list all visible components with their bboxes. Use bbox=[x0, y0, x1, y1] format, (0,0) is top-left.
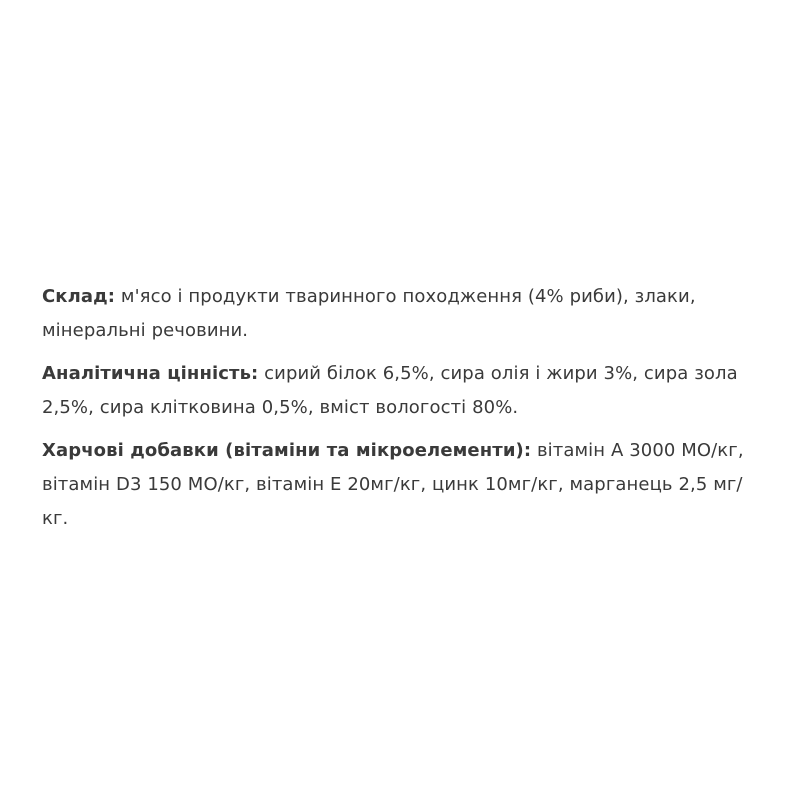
additives-label: Харчові добавки (вітаміни та мікроелементи): bbox=[42, 440, 532, 461]
composition-paragraph bbox=[42, 280, 762, 348]
product-composition-text bbox=[42, 280, 762, 545]
composition-label: Склад: bbox=[42, 286, 116, 307]
analytical-value-paragraph bbox=[42, 357, 762, 425]
additives-paragraph bbox=[42, 434, 762, 536]
additives-text: вітамін А 3000 МО/кг, вітамін D3 150 МО/кг, вітамін Е 20мг/кг, цинк 10мг/кг, марганець 2,5 мг/кг. bbox=[42, 440, 744, 529]
composition-text: м'ясо і продукти тваринного походження (4% риби), злаки, мінеральні речовини. bbox=[42, 286, 696, 341]
analytical-value-text: сирий білок 6,5%, сира олія і жири 3%, сира зола 2,5%, сира клітковина 0,5%, вміст вологості 80%. bbox=[42, 363, 738, 418]
analytical-value-label: Аналітична цінність: bbox=[42, 363, 259, 384]
